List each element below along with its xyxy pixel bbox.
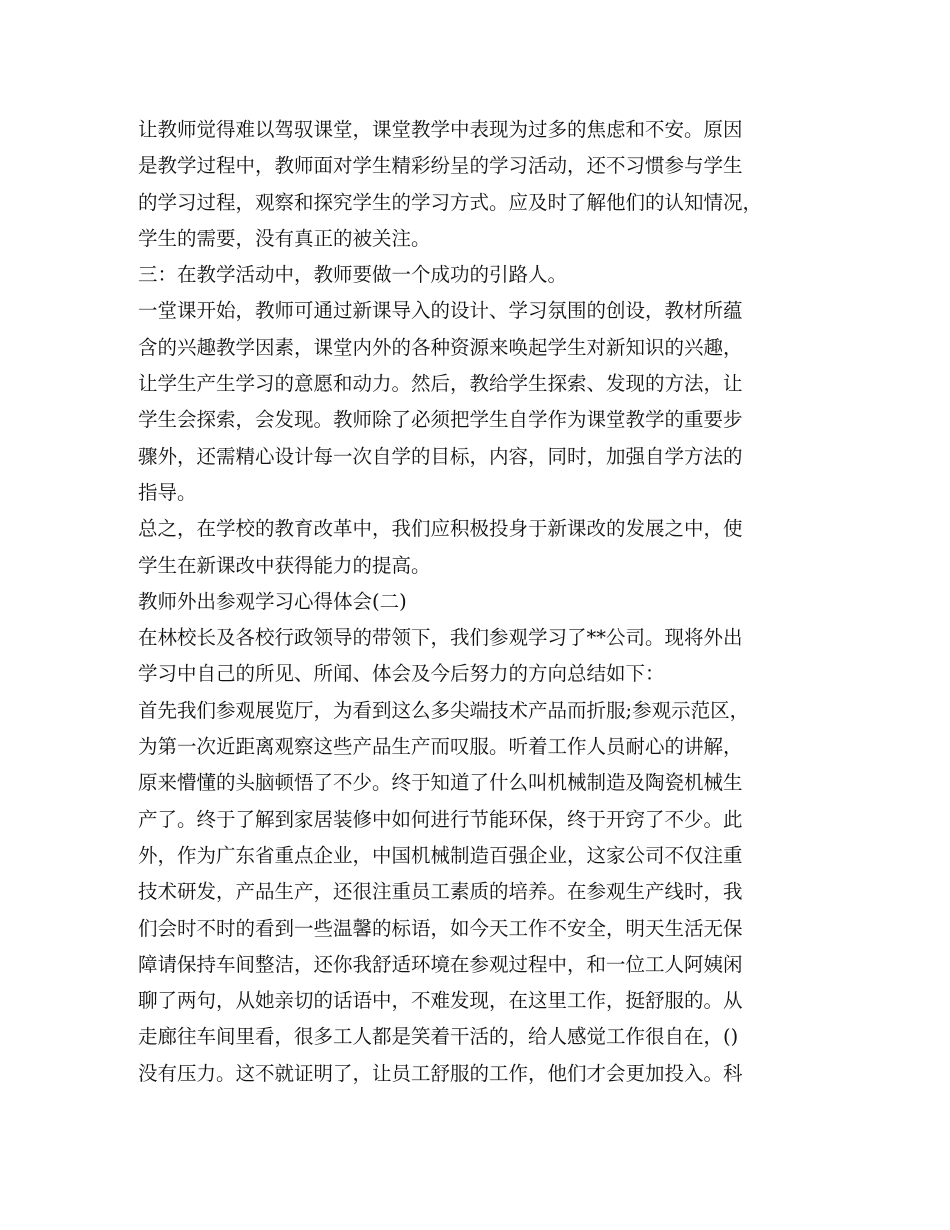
text-line: 为第一次近距离观察这些产品生产而叹服。听着工作人员耐心的讲解，: [138, 735, 743, 759]
text-line: 学生的需要，没有真正的被关注。: [138, 226, 431, 250]
text-line: 没有压力。这不就证明了，让员工舒服的工作，他们才会更加投入。科: [138, 1061, 743, 1085]
text-line: 们会时不时的看到一些温馨的标语，如今天工作不安全，明天生活无保: [138, 916, 743, 940]
text-line: 指导。: [138, 480, 197, 504]
text-line: 首先我们参观展览厅，为看到这么多尖端技术产品而折服;参观示范区，: [138, 698, 750, 722]
text-line: 骤外，还需精心设计每一次自学的目标，内容，同时，加强自学方法的: [138, 444, 743, 468]
text-line: 在林校长及各校行政领导的带领下，我们参观学习了**公司。现将外出: [138, 626, 743, 650]
document-title: 教师外出参观学习心得体会(二): [138, 589, 407, 613]
text-line: 一堂课开始，教师可通过新课导入的设计、学习氛围的创设，教材所蕴: [138, 299, 743, 323]
section-heading: 三：在教学活动中，教师要做一个成功的引路人。: [138, 263, 568, 287]
text-line: 学生在新课改中获得能力的提高。: [138, 553, 431, 577]
text-line: 学生会探索，会发现。教师除了必须把学生自学作为课堂教学的重要步: [138, 408, 743, 432]
text-line: 是教学过程中，教师面对学生精彩纷呈的学习活动，还不习惯参与学生: [138, 154, 743, 178]
text-line: 让教师觉得难以驾驭课堂，课堂教学中表现为过多的焦虑和不安。原因: [138, 118, 743, 141]
text-line: 学习中自己的所见、所闻、体会及今后努力的方向总结如下：: [138, 662, 665, 686]
text-line: 让学生产生学习的意愿和动力。然后，教给学生探索、发现的方法，让: [138, 372, 743, 396]
text-line: 聊了两句，从她亲切的话语中，不难发现，在这里工作，挺舒服的。从: [138, 989, 743, 1013]
document-body: [138, 112, 818, 1092]
text-line: 原来懵懂的头脑顿悟了不少。终于知道了什么叫机械制造及陶瓷机械生: [138, 771, 743, 795]
text-line: 技术研发，产品生产，还很注重员工素质的培养。在参观生产线时，我: [138, 880, 743, 904]
text-line: 外，作为广东省重点企业，中国机械制造百强企业，这家公司不仅注重: [138, 843, 743, 867]
text-line: 走廊往车间里看，很多工人都是笑着干活的，给人感觉工作很自在，(): [138, 1025, 739, 1049]
text-line: 含的兴趣教学因素，课堂内外的各种资源来唤起学生对新知识的兴趣，: [138, 335, 743, 359]
text-line: 总之，在学校的教育改革中，我们应积极投身于新课改的发展之中，使: [138, 517, 743, 541]
text-line: 障请保持车间整洁，还你我舒适环境在参观过程中，和一位工人阿姨闲: [138, 952, 743, 976]
text-line: 产了。终于了解到家居装修中如何进行节能环保，终于开窍了不少。此: [138, 807, 743, 831]
text-line: 的学习过程，观察和探究学生的学习方式。应及时了解他们的认知情况，: [138, 190, 763, 214]
